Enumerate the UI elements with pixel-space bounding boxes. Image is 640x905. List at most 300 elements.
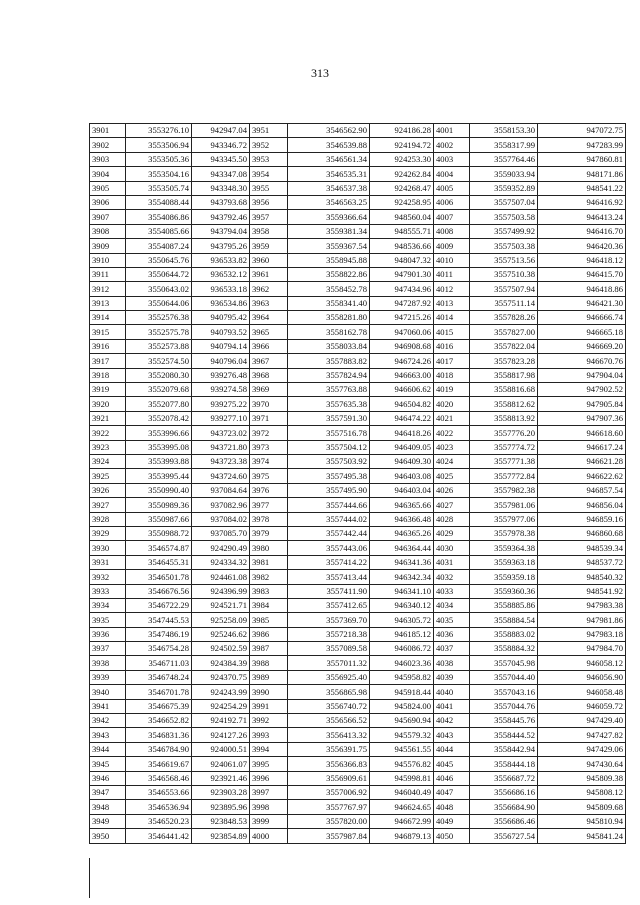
point-id-cell: 3923: [90, 440, 126, 454]
y-coordinate-cell: 946879.13: [370, 829, 434, 843]
y-coordinate-cell: 945810.94: [538, 814, 626, 828]
point-id-cell: 4032: [434, 570, 470, 584]
point-id-cell: 3994: [250, 742, 288, 756]
point-id-cell: 3967: [250, 354, 288, 368]
y-coordinate-cell: 936533.18: [192, 282, 250, 296]
table-row: [90, 397, 626, 411]
y-coordinate-cell: 924186.28: [370, 124, 434, 138]
x-coordinate-cell: 3553505.36: [126, 152, 192, 166]
x-coordinate-cell: 3558341.40: [288, 296, 370, 310]
x-coordinate-cell: 3557510.38: [470, 267, 538, 281]
x-coordinate-cell: 3557776.20: [470, 426, 538, 440]
point-id-cell: 3921: [90, 411, 126, 425]
y-coordinate-cell: 946908.68: [370, 339, 434, 353]
y-coordinate-cell: 946415.70: [538, 267, 626, 281]
point-id-cell: 3944: [90, 742, 126, 756]
x-coordinate-cell: 3557516.78: [288, 426, 370, 440]
point-id-cell: 4022: [434, 426, 470, 440]
y-coordinate-cell: 946413.24: [538, 210, 626, 224]
y-coordinate-cell: 946040.49: [370, 785, 434, 799]
y-coordinate-cell: 946617.24: [538, 440, 626, 454]
x-coordinate-cell: 3550644.06: [126, 296, 192, 310]
x-coordinate-cell: 3557507.04: [470, 195, 538, 209]
x-coordinate-cell: 3556686.16: [470, 785, 538, 799]
y-coordinate-cell: 924000.51: [192, 742, 250, 756]
point-id-cell: 3997: [250, 785, 288, 799]
y-coordinate-cell: 946403.04: [370, 483, 434, 497]
y-coordinate-cell: 948541.22: [538, 181, 626, 195]
point-id-cell: 3942: [90, 714, 126, 728]
point-id-cell: 4029: [434, 526, 470, 540]
point-id-cell: 3917: [90, 354, 126, 368]
y-coordinate-cell: 945808.12: [538, 785, 626, 799]
point-id-cell: 4045: [434, 757, 470, 771]
point-id-cell: 3985: [250, 613, 288, 627]
x-coordinate-cell: 3558033.84: [288, 339, 370, 353]
y-coordinate-cell: 948541.92: [538, 584, 626, 598]
x-coordinate-cell: 3557442.44: [288, 526, 370, 540]
y-coordinate-cell: 946418.86: [538, 282, 626, 296]
y-coordinate-cell: 943795.26: [192, 239, 250, 253]
y-coordinate-cell: 945576.82: [370, 757, 434, 771]
point-id-cell: 4008: [434, 224, 470, 238]
y-coordinate-cell: 924254.29: [192, 699, 250, 713]
x-coordinate-cell: 3546652.82: [126, 714, 192, 728]
y-coordinate-cell: 946403.08: [370, 469, 434, 483]
point-id-cell: 3931: [90, 555, 126, 569]
point-id-cell: 4033: [434, 584, 470, 598]
point-id-cell: 4011: [434, 267, 470, 281]
point-id-cell: 3966: [250, 339, 288, 353]
point-id-cell: 3961: [250, 267, 288, 281]
x-coordinate-cell: 3546574.87: [126, 541, 192, 555]
point-id-cell: 3919: [90, 383, 126, 397]
point-id-cell: 3905: [90, 181, 126, 195]
point-id-cell: 4030: [434, 541, 470, 555]
point-id-cell: 3977: [250, 498, 288, 512]
x-coordinate-cell: 3552576.38: [126, 311, 192, 325]
point-id-cell: 3950: [90, 829, 126, 843]
x-coordinate-cell: 3546441.42: [126, 829, 192, 843]
x-coordinate-cell: 3558945.88: [288, 253, 370, 267]
x-coordinate-cell: 3556413.32: [288, 728, 370, 742]
y-coordinate-cell: 947060.06: [370, 325, 434, 339]
x-coordinate-cell: 3556686.46: [470, 814, 538, 828]
point-id-cell: 3910: [90, 253, 126, 267]
y-coordinate-cell: 946056.90: [538, 670, 626, 684]
x-coordinate-cell: 3546561.34: [288, 152, 370, 166]
point-id-cell: 3935: [90, 613, 126, 627]
point-id-cell: 3995: [250, 757, 288, 771]
point-id-cell: 4025: [434, 469, 470, 483]
x-coordinate-cell: 3558813.92: [470, 411, 538, 425]
point-id-cell: 4050: [434, 829, 470, 843]
point-id-cell: 3933: [90, 584, 126, 598]
table-row: [90, 469, 626, 483]
y-coordinate-cell: 923848.53: [192, 814, 250, 828]
point-id-cell: 4026: [434, 483, 470, 497]
point-id-cell: 3947: [90, 785, 126, 799]
y-coordinate-cell: 924396.99: [192, 584, 250, 598]
point-id-cell: 3953: [250, 152, 288, 166]
table-row: [90, 368, 626, 382]
point-id-cell: 3936: [90, 627, 126, 641]
y-coordinate-cell: 947072.75: [538, 124, 626, 138]
point-id-cell: 3991: [250, 699, 288, 713]
x-coordinate-cell: 3558281.80: [288, 311, 370, 325]
point-id-cell: 4024: [434, 454, 470, 468]
y-coordinate-cell: 947427.82: [538, 728, 626, 742]
x-coordinate-cell: 3547486.19: [126, 627, 192, 641]
point-id-cell: 4031: [434, 555, 470, 569]
x-coordinate-cell: 3546535.31: [288, 167, 370, 181]
table-row: [90, 814, 626, 828]
y-coordinate-cell: 936532.12: [192, 267, 250, 281]
x-coordinate-cell: 3559352.89: [470, 181, 538, 195]
x-coordinate-cell: 3557978.38: [470, 526, 538, 540]
x-coordinate-cell: 3556925.40: [288, 670, 370, 684]
x-coordinate-cell: 3557444.02: [288, 512, 370, 526]
table-row: [90, 541, 626, 555]
y-coordinate-cell: 943346.72: [192, 138, 250, 152]
x-coordinate-cell: 3559366.64: [288, 210, 370, 224]
point-id-cell: 3978: [250, 512, 288, 526]
table-row: [90, 714, 626, 728]
x-coordinate-cell: 3550989.36: [126, 498, 192, 512]
point-id-cell: 4049: [434, 814, 470, 828]
x-coordinate-cell: 3557043.16: [470, 685, 538, 699]
x-coordinate-cell: 3557771.38: [470, 454, 538, 468]
point-id-cell: 3970: [250, 397, 288, 411]
point-id-cell: 4013: [434, 296, 470, 310]
x-coordinate-cell: 3556684.90: [470, 800, 538, 814]
table-row: [90, 339, 626, 353]
x-coordinate-cell: 3557828.26: [470, 311, 538, 325]
y-coordinate-cell: 947905.84: [538, 397, 626, 411]
x-coordinate-cell: 3558812.62: [470, 397, 538, 411]
point-id-cell: 3974: [250, 454, 288, 468]
y-coordinate-cell: 924258.95: [370, 195, 434, 209]
y-coordinate-cell: 924127.26: [192, 728, 250, 742]
y-coordinate-cell: 946669.20: [538, 339, 626, 353]
y-coordinate-cell: 946672.99: [370, 814, 434, 828]
x-coordinate-cell: 3556740.72: [288, 699, 370, 713]
y-coordinate-cell: 946421.30: [538, 296, 626, 310]
x-coordinate-cell: 3558442.94: [470, 742, 538, 756]
y-coordinate-cell: 946409.30: [370, 454, 434, 468]
x-coordinate-cell: 3557499.92: [470, 224, 538, 238]
table-row: [90, 800, 626, 814]
x-coordinate-cell: 3557369.70: [288, 613, 370, 627]
table-row: [90, 483, 626, 497]
table-row: [90, 152, 626, 166]
point-id-cell: 3972: [250, 426, 288, 440]
x-coordinate-cell: 3553996.66: [126, 426, 192, 440]
x-coordinate-cell: 3558444.52: [470, 728, 538, 742]
table-row: [90, 195, 626, 209]
x-coordinate-cell: 3546675.39: [126, 699, 192, 713]
point-id-cell: 3981: [250, 555, 288, 569]
point-id-cell: 3926: [90, 483, 126, 497]
y-coordinate-cell: 946666.74: [538, 311, 626, 325]
x-coordinate-cell: 3557987.84: [288, 829, 370, 843]
x-coordinate-cell: 3554085.66: [126, 224, 192, 238]
point-id-cell: 3904: [90, 167, 126, 181]
point-id-cell: 4003: [434, 152, 470, 166]
x-coordinate-cell: 3557823.28: [470, 354, 538, 368]
x-coordinate-cell: 3558885.86: [470, 598, 538, 612]
point-id-cell: 3982: [250, 570, 288, 584]
point-id-cell: 3902: [90, 138, 126, 152]
point-id-cell: 3949: [90, 814, 126, 828]
point-id-cell: 3941: [90, 699, 126, 713]
y-coordinate-cell: 946504.82: [370, 397, 434, 411]
y-coordinate-cell: 924268.47: [370, 181, 434, 195]
y-coordinate-cell: 947901.30: [370, 267, 434, 281]
table-row: [90, 670, 626, 684]
point-id-cell: 3954: [250, 167, 288, 181]
y-coordinate-cell: 939275.22: [192, 397, 250, 411]
y-coordinate-cell: 947429.40: [538, 714, 626, 728]
y-coordinate-cell: 924521.71: [192, 598, 250, 612]
table-row: [90, 498, 626, 512]
table-body: [90, 124, 626, 844]
x-coordinate-cell: 3557444.66: [288, 498, 370, 512]
point-id-cell: 3939: [90, 670, 126, 684]
y-coordinate-cell: 946366.48: [370, 512, 434, 526]
y-coordinate-cell: 946856.04: [538, 498, 626, 512]
y-coordinate-cell: 946365.66: [370, 498, 434, 512]
table-row: [90, 296, 626, 310]
point-id-cell: 3901: [90, 124, 126, 138]
y-coordinate-cell: 945561.55: [370, 742, 434, 756]
y-coordinate-cell: 948540.32: [538, 570, 626, 584]
x-coordinate-cell: 3546501.78: [126, 570, 192, 584]
point-id-cell: 3907: [90, 210, 126, 224]
point-id-cell: 4015: [434, 325, 470, 339]
x-coordinate-cell: 3558153.30: [470, 124, 538, 138]
y-coordinate-cell: 925246.62: [192, 627, 250, 641]
y-coordinate-cell: 923903.28: [192, 785, 250, 799]
x-coordinate-cell: 3558445.76: [470, 714, 538, 728]
x-coordinate-cell: 3550644.72: [126, 267, 192, 281]
table-row: [90, 181, 626, 195]
y-coordinate-cell: 947283.99: [538, 138, 626, 152]
y-coordinate-cell: 946185.12: [370, 627, 434, 641]
x-coordinate-cell: 3557982.38: [470, 483, 538, 497]
table-row: [90, 526, 626, 540]
x-coordinate-cell: 3559033.94: [470, 167, 538, 181]
x-coordinate-cell: 3546553.66: [126, 785, 192, 799]
table-row: [90, 785, 626, 799]
x-coordinate-cell: 3558822.86: [288, 267, 370, 281]
point-id-cell: 4016: [434, 339, 470, 353]
y-coordinate-cell: 945690.94: [370, 714, 434, 728]
x-coordinate-cell: 3559364.38: [470, 541, 538, 555]
y-coordinate-cell: 943347.08: [192, 167, 250, 181]
y-coordinate-cell: 946618.60: [538, 426, 626, 440]
x-coordinate-cell: 3556391.75: [288, 742, 370, 756]
x-coordinate-cell: 3557820.00: [288, 814, 370, 828]
point-id-cell: 4042: [434, 714, 470, 728]
y-coordinate-cell: 943794.04: [192, 224, 250, 238]
x-coordinate-cell: 3557503.92: [288, 454, 370, 468]
table-row: [90, 685, 626, 699]
x-coordinate-cell: 3558884.32: [470, 642, 538, 656]
y-coordinate-cell: 947434.96: [370, 282, 434, 296]
x-coordinate-cell: 3558444.18: [470, 757, 538, 771]
point-id-cell: 3927: [90, 498, 126, 512]
point-id-cell: 3948: [90, 800, 126, 814]
y-coordinate-cell: 945809.38: [538, 771, 626, 785]
point-id-cell: 3929: [90, 526, 126, 540]
x-coordinate-cell: 3556909.61: [288, 771, 370, 785]
point-id-cell: 4010: [434, 253, 470, 267]
y-coordinate-cell: 947430.64: [538, 757, 626, 771]
x-coordinate-cell: 3558817.98: [470, 368, 538, 382]
table-row: [90, 699, 626, 713]
y-coordinate-cell: 940794.14: [192, 339, 250, 353]
x-coordinate-cell: 3556687.72: [470, 771, 538, 785]
x-coordinate-cell: 3557503.58: [470, 210, 538, 224]
x-coordinate-cell: 3546784.90: [126, 742, 192, 756]
x-coordinate-cell: 3558883.02: [470, 627, 538, 641]
point-id-cell: 3988: [250, 656, 288, 670]
y-coordinate-cell: 947429.06: [538, 742, 626, 756]
y-coordinate-cell: 946857.54: [538, 483, 626, 497]
y-coordinate-cell: 946086.72: [370, 642, 434, 656]
y-coordinate-cell: 943793.68: [192, 195, 250, 209]
y-coordinate-cell: 946058.48: [538, 685, 626, 699]
y-coordinate-cell: 946365.26: [370, 526, 434, 540]
point-id-cell: 3996: [250, 771, 288, 785]
point-id-cell: 3918: [90, 368, 126, 382]
point-id-cell: 3938: [90, 656, 126, 670]
y-coordinate-cell: 946622.62: [538, 469, 626, 483]
x-coordinate-cell: 3553506.94: [126, 138, 192, 152]
point-id-cell: 4009: [434, 239, 470, 253]
table-row: [90, 757, 626, 771]
point-id-cell: 3975: [250, 469, 288, 483]
y-coordinate-cell: 948171.86: [538, 167, 626, 181]
point-id-cell: 3965: [250, 325, 288, 339]
point-id-cell: 3960: [250, 253, 288, 267]
point-id-cell: 3973: [250, 440, 288, 454]
table-row: [90, 383, 626, 397]
x-coordinate-cell: 3557827.00: [470, 325, 538, 339]
point-id-cell: 3906: [90, 195, 126, 209]
y-coordinate-cell: 946474.22: [370, 411, 434, 425]
y-coordinate-cell: 943345.50: [192, 152, 250, 166]
y-coordinate-cell: 947983.38: [538, 598, 626, 612]
x-coordinate-cell: 3552574.50: [126, 354, 192, 368]
coordinate-table: [89, 123, 626, 844]
x-coordinate-cell: 3557772.84: [470, 469, 538, 483]
table-row: [90, 426, 626, 440]
x-coordinate-cell: 3559363.18: [470, 555, 538, 569]
table-row: [90, 512, 626, 526]
point-id-cell: 3920: [90, 397, 126, 411]
table-row: [90, 311, 626, 325]
table-row: [90, 584, 626, 598]
y-coordinate-cell: 945824.00: [370, 699, 434, 713]
x-coordinate-cell: 3559359.18: [470, 570, 538, 584]
x-coordinate-cell: 3552080.30: [126, 368, 192, 382]
y-coordinate-cell: 924370.75: [192, 670, 250, 684]
x-coordinate-cell: 3553276.10: [126, 124, 192, 138]
y-coordinate-cell: 924192.71: [192, 714, 250, 728]
y-coordinate-cell: 943792.46: [192, 210, 250, 224]
y-coordinate-cell: 946606.62: [370, 383, 434, 397]
point-id-cell: 4001: [434, 124, 470, 138]
y-coordinate-cell: 940796.04: [192, 354, 250, 368]
y-coordinate-cell: 924243.99: [192, 685, 250, 699]
x-coordinate-cell: 3557413.44: [288, 570, 370, 584]
point-id-cell: 4014: [434, 311, 470, 325]
x-coordinate-cell: 3546563.25: [288, 195, 370, 209]
x-coordinate-cell: 3547445.53: [126, 613, 192, 627]
point-id-cell: 4036: [434, 627, 470, 641]
point-id-cell: 3908: [90, 224, 126, 238]
table-row: [90, 627, 626, 641]
point-id-cell: 4035: [434, 613, 470, 627]
table-row: [90, 829, 626, 843]
point-id-cell: 4027: [434, 498, 470, 512]
x-coordinate-cell: 3546722.29: [126, 598, 192, 612]
y-coordinate-cell: 947907.36: [538, 411, 626, 425]
y-coordinate-cell: 924334.32: [192, 555, 250, 569]
y-coordinate-cell: 924262.84: [370, 167, 434, 181]
x-coordinate-cell: 3550987.66: [126, 512, 192, 526]
y-coordinate-cell: 946364.44: [370, 541, 434, 555]
y-coordinate-cell: 946621.28: [538, 454, 626, 468]
y-coordinate-cell: 947215.26: [370, 311, 434, 325]
point-id-cell: 3956: [250, 195, 288, 209]
x-coordinate-cell: 3557411.90: [288, 584, 370, 598]
y-coordinate-cell: 945998.81: [370, 771, 434, 785]
point-id-cell: 4028: [434, 512, 470, 526]
table-row: [90, 224, 626, 238]
y-coordinate-cell: 943724.60: [192, 469, 250, 483]
point-id-cell: 3955: [250, 181, 288, 195]
y-coordinate-cell: 947904.04: [538, 368, 626, 382]
point-id-cell: 3903: [90, 152, 126, 166]
y-coordinate-cell: 937084.64: [192, 483, 250, 497]
point-id-cell: 4048: [434, 800, 470, 814]
y-coordinate-cell: 948555.71: [370, 224, 434, 238]
point-id-cell: 4004: [434, 167, 470, 181]
x-coordinate-cell: 3550645.76: [126, 253, 192, 267]
y-coordinate-cell: 943723.02: [192, 426, 250, 440]
x-coordinate-cell: 3558162.78: [288, 325, 370, 339]
y-coordinate-cell: 946420.36: [538, 239, 626, 253]
point-id-cell: 3984: [250, 598, 288, 612]
page-number: 313: [311, 66, 329, 80]
x-coordinate-cell: 3550990.40: [126, 483, 192, 497]
x-coordinate-cell: 3546455.31: [126, 555, 192, 569]
y-coordinate-cell: 946340.12: [370, 598, 434, 612]
point-id-cell: 3958: [250, 224, 288, 238]
table-row: [90, 354, 626, 368]
x-coordinate-cell: 3546748.24: [126, 670, 192, 684]
table-row: [90, 555, 626, 569]
x-coordinate-cell: 3557045.98: [470, 656, 538, 670]
y-coordinate-cell: 940795.42: [192, 311, 250, 325]
y-coordinate-cell: 924461.08: [192, 570, 250, 584]
y-coordinate-cell: 924502.59: [192, 642, 250, 656]
x-coordinate-cell: 3557443.06: [288, 541, 370, 555]
y-coordinate-cell: 945958.82: [370, 670, 434, 684]
